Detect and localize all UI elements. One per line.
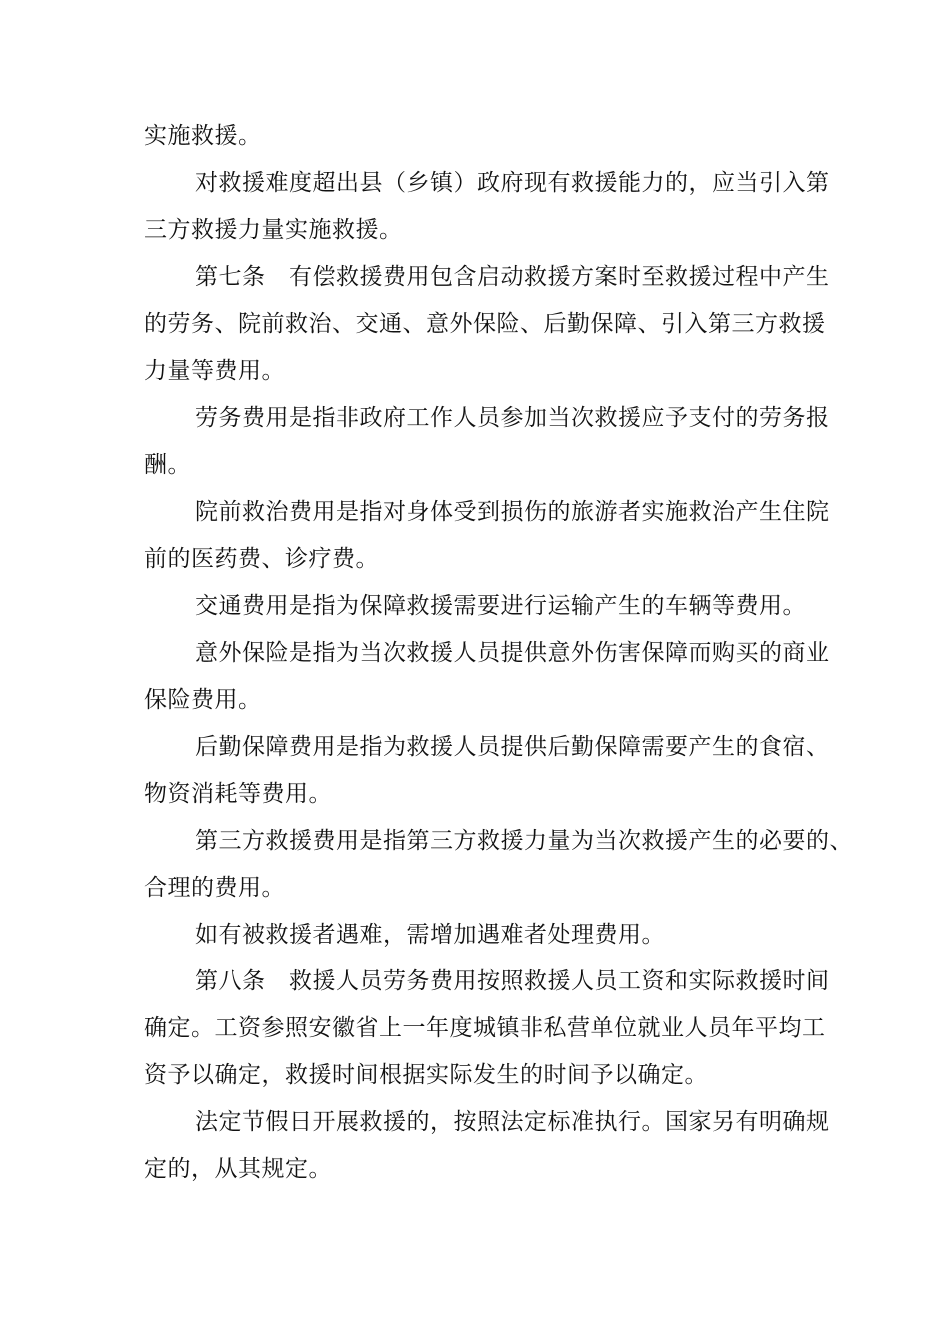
paragraph-start: 劳务费用是指非政府工作人员参加当次救援应予支付的劳务报	[195, 405, 830, 431]
text-line: 确定。工资参照安徽省上一年度城镇非私营单位就业人员年平均工	[144, 1015, 826, 1041]
paragraph-start: 意外保险是指为当次救援人员提供意外伤害保障而购买的商业	[195, 640, 830, 666]
text-line: 物资消耗等费用。	[144, 781, 332, 807]
text-line: 三方救援力量实施救援。	[144, 217, 403, 243]
paragraph-start: 如有被救援者遇难，需增加遇难者处理费用。	[195, 922, 665, 948]
article-8-heading-line: 第八条 救援人员劳务费用按照救援人员工资和实际救援时间	[195, 968, 830, 994]
paragraph-start: 院前救治费用是指对身体受到损伤的旅游者实施救治产生住院	[195, 499, 830, 525]
text-line: 的劳务、院前救治、交通、意外保险、后勤保障、引入第三方救援	[144, 311, 826, 337]
text-line: 力量等费用。	[144, 358, 285, 384]
paragraph-start: 第三方救援费用是指第三方救援力量为当次救援产生的必要的、	[195, 828, 853, 854]
text-line: 保险费用。	[144, 687, 262, 713]
paragraph-start: 交通费用是指为保障救援需要进行运输产生的车辆等费用。	[195, 593, 806, 619]
text-line: 实施救援。	[144, 123, 262, 149]
text-line: 酬。	[144, 452, 191, 478]
text-line: 前的医药费、诊疗费。	[144, 546, 379, 572]
text-line: 合理的费用。	[144, 875, 285, 901]
article-7-heading-line: 第七条 有偿救援费用包含启动救援方案时至救援过程中产生	[195, 264, 830, 290]
paragraph-start: 对救援难度超出县（乡镇）政府现有救援能力的，应当引入第	[195, 170, 830, 196]
paragraph-start: 法定节假日开展救援的，按照法定标准执行。国家另有明确规	[195, 1109, 830, 1135]
text-line: 资予以确定，救援时间根据实际发生的时间予以确定。	[144, 1062, 708, 1088]
text-line: 定的，从其规定。	[144, 1156, 332, 1182]
paragraph-start: 后勤保障费用是指为救援人员提供后勤保障需要产生的食宿、	[195, 734, 830, 760]
